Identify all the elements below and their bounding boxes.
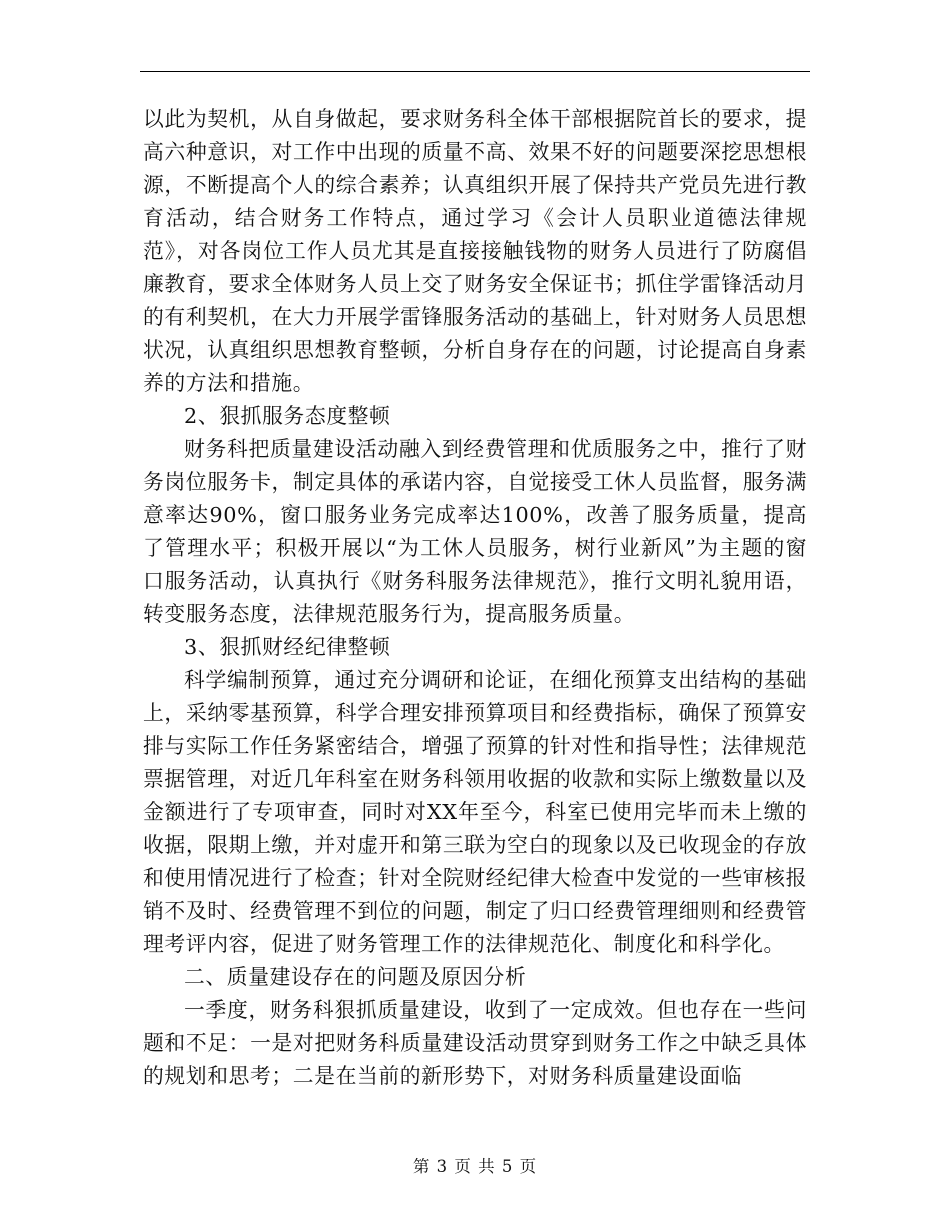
header-rule [140, 71, 810, 72]
heading-financial-discipline: 3、狠抓财经纪律整顿 [184, 635, 391, 659]
paragraph-service-attitude: 财务科把质量建设活动融入到经费管理和优质服务之中，推行了财务岗位服务卡，制定具体的承诺内容，自觉接受工休人员监督，服务满意率达90%，窗口服务业务完成率达100%，改善了服务质量，提高了管理水平；积极开展以“为工休人员服务，树行业新风”为主题的窗口服务活动，认真执行《财务科服务法律规范》，推行文明礼貌用语，转变服务态度，法律规范服务行为，提高服务质量。 [143, 437, 807, 626]
body-text [143, 103, 807, 1093]
paragraph-self-improvement: 以此为契机，从自身做起，要求财务科全体干部根据院首长的要求，提高六种意识，对工作中出现的质量不高、效果不好的问题要深挖思想根源，不断提高个人的综合素养；认真组织开展了保持共产党员先进行教育活动，结合财务工作特点，通过学习《会计人员职业道德法律规范》，对各岗位工作人员尤其是直接接触钱物的财务人员进行了防腐倡廉教育，要求全体财务人员上交了财务安全保证书；抓住学雷锋活动月的有利契机，在大力开展学雷锋服务活动的基础上，针对财务人员思想状况，认真组织思想教育整顿，分析自身存在的问题，讨论提高自身素养的方法和措施。 [143, 107, 807, 395]
paragraph-financial-discipline: 科学编制预算，通过充分调研和论证，在细化预算支出结构的基础上，采纳零基预算，科学合理安排预算项目和经费指标，确保了预算安排与实际工作任务紧密结合，增强了预算的针对性和指导性；法律规范票据管理，对近几年科室在财务科领用收据的收款和实际上缴数量以及金额进行了专项审查，同时对XX年至今，科室已使用完毕而未上缴的收据，限期上缴，并对虚开和第三联为空白的现象以及已收现金的存放和使用情况进行了检查；针对全院财经纪律大检查中发觉的一些审核报销不及时、经费管理不到位的问题，制定了归口经费管理细则和经费管理考评内容，促进了财务管理工作的法律规范化、制度化和科学化。 [143, 668, 807, 956]
page-number-footer: 第 3 页 共 5 页 [412, 1157, 538, 1176]
heading-service-attitude: 2、狠抓服务态度整顿 [184, 404, 391, 428]
paragraph-problems-analysis: 一季度，财务科狠抓质量建设，收到了一定成效。但也存在一些问题和不足：一是对把财务科质量建设活动贯穿到财务工作之中缺乏具体的规划和思考；二是在当前的新形势下，对财务科质量建设面临 [143, 998, 807, 1088]
heading-problems-analysis: 二、质量建设存在的问题及原因分析 [184, 965, 527, 989]
